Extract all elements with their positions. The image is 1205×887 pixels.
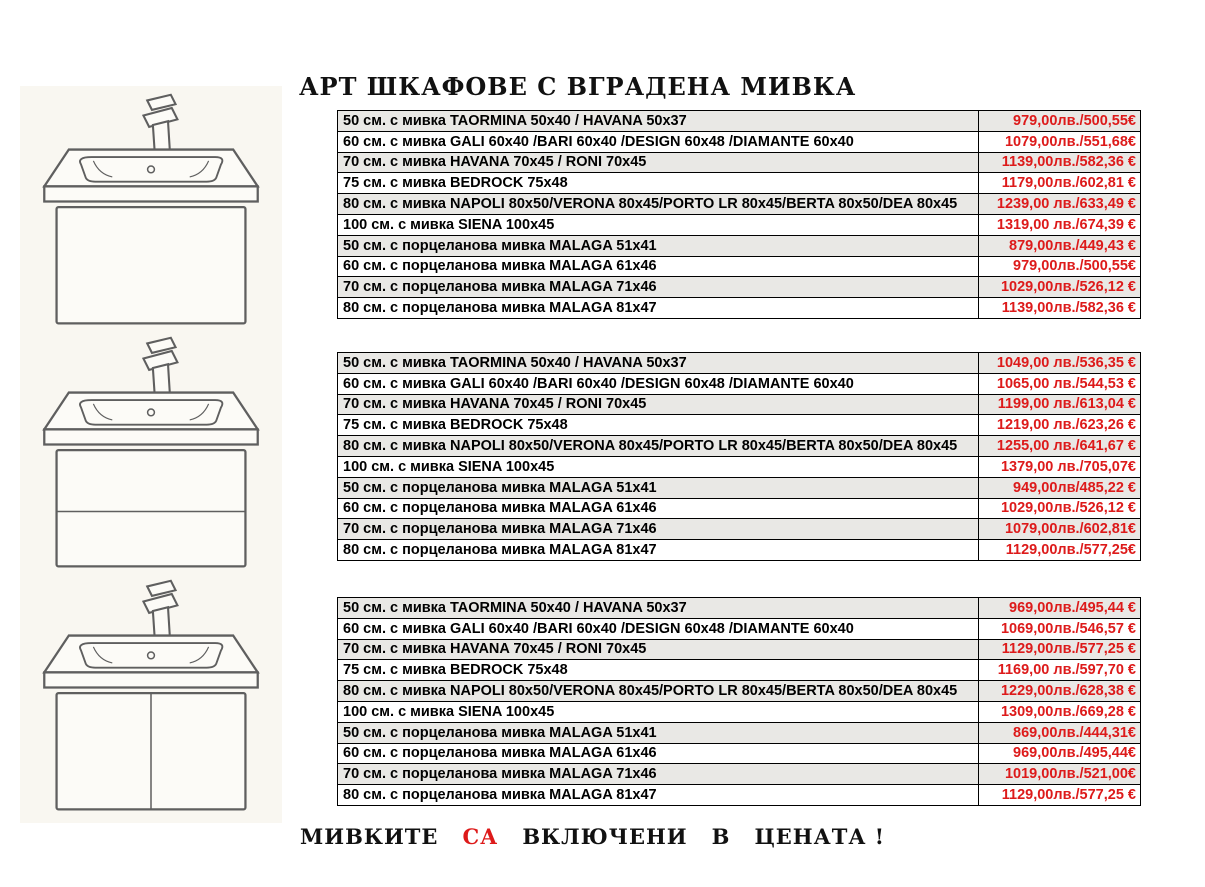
- footer-word: СА: [462, 824, 499, 849]
- table-row: [338, 743, 1141, 764]
- product-label: 75 см. с мивка BEDROCK 75x48: [338, 660, 979, 681]
- table-row: [338, 639, 1141, 660]
- product-image-panel: [20, 86, 282, 823]
- price-value: 1255,00 лв./641,67 €: [979, 436, 1141, 457]
- product-label: 70 см. с мивка HAVANA 70x45 / RONI 70x45: [338, 639, 979, 660]
- price-value: 1079,00лв./602,81€: [979, 519, 1141, 540]
- product-label: 70 см. с мивка HAVANA 70x45 / RONI 70x45: [338, 152, 979, 173]
- product-label: 100 см. с мивка SIENA 100x45: [338, 701, 979, 722]
- price-value: 1229,00лв./628,38 €: [979, 681, 1141, 702]
- product-label: 100 см. с мивка SIENA 100x45: [338, 456, 979, 477]
- table-row: [338, 173, 1141, 194]
- table-row: [338, 256, 1141, 277]
- vanity-sink-two-doors-drawing: [25, 577, 277, 815]
- table-row: [338, 194, 1141, 215]
- price-value: 1129,00лв./577,25 €: [979, 639, 1141, 660]
- table-row: [338, 353, 1141, 374]
- price-value: 1139,00лв./582,36 €: [979, 152, 1141, 173]
- price-value: 869,00лв./444,31€: [979, 722, 1141, 743]
- product-label: 70 см. с порцеланова мивка MALAGA 71x46: [338, 277, 979, 298]
- price-value: 979,00лв./500,55€: [979, 111, 1141, 132]
- footer-word: ВКЛЮЧЕНИ: [522, 824, 688, 849]
- product-label: 80 см. с порцеланова мивка MALAGA 81x47: [338, 785, 979, 806]
- price-table-2: [337, 352, 1141, 561]
- price-value: 1079,00лв./551,68€: [979, 131, 1141, 152]
- product-label: 60 см. с мивка GALI 60x40 /BARI 60x40 /DESIGN 60x48 /DIAMANTE 60x40: [338, 618, 979, 639]
- product-label: 50 см. с мивка TAORMINA 50x40 / HAVANA 50x37: [338, 111, 979, 132]
- price-value: 1309,00лв./669,28 €: [979, 701, 1141, 722]
- table-row: [338, 214, 1141, 235]
- price-value: 1179,00лв./602,81 €: [979, 173, 1141, 194]
- product-label: 50 см. с порцеланова мивка MALAGA 51x41: [338, 235, 979, 256]
- table-row: [338, 277, 1141, 298]
- table-row: [338, 722, 1141, 743]
- product-label: 100 см. с мивка SIENA 100x45: [338, 214, 979, 235]
- product-label: 70 см. с порцеланова мивка MALAGA 71x46: [338, 519, 979, 540]
- vanity-sink-single-front-drawing: [25, 91, 277, 329]
- table-row: [338, 394, 1141, 415]
- table-row: [338, 111, 1141, 132]
- price-value: 1139,00лв./582,36 €: [979, 298, 1141, 319]
- product-label: 80 см. с порцеланова мивка MALAGA 81x47: [338, 540, 979, 561]
- price-value: 1019,00лв./521,00€: [979, 764, 1141, 785]
- price-table-3: [337, 597, 1141, 806]
- product-label: 50 см. с мивка TAORMINA 50x40 / HAVANA 50x37: [338, 598, 979, 619]
- table-row: [338, 701, 1141, 722]
- table-row: [338, 540, 1141, 561]
- table-row: [338, 681, 1141, 702]
- product-label: 50 см. с мивка TAORMINA 50x40 / HAVANA 50x37: [338, 353, 979, 374]
- product-label: 60 см. с порцеланова мивка MALAGA 61x46: [338, 256, 979, 277]
- product-label: 50 см. с порцеланова мивка MALAGA 51x41: [338, 722, 979, 743]
- table-row: [338, 764, 1141, 785]
- table-row: [338, 436, 1141, 457]
- footer-note: [300, 824, 885, 849]
- price-value: 1129,00лв./577,25 €: [979, 785, 1141, 806]
- product-label: 80 см. с мивка NAPOLI 80x50/VERONA 80x45/PORTO LR 80x45/BERTA 80x50/DEA 80x45: [338, 681, 979, 702]
- table-row: [338, 298, 1141, 319]
- product-label: 50 см. с порцеланова мивка MALAGA 51x41: [338, 477, 979, 498]
- price-value: 879,00лв./449,43 €: [979, 235, 1141, 256]
- product-label: 75 см. с мивка BEDROCK 75x48: [338, 173, 979, 194]
- price-value: 1239,00 лв./633,49 €: [979, 194, 1141, 215]
- table-row: [338, 415, 1141, 436]
- product-label: 80 см. с мивка NAPOLI 80x50/VERONA 80x45/PORTO LR 80x45/BERTA 80x50/DEA 80x45: [338, 194, 979, 215]
- table-row: [338, 519, 1141, 540]
- table-row: [338, 477, 1141, 498]
- vanity-sink-two-drawers-drawing: [25, 334, 277, 572]
- price-value: 1029,00лв./526,12 €: [979, 498, 1141, 519]
- price-value: 1065,00 лв./544,53 €: [979, 373, 1141, 394]
- price-value: 1049,00 лв./536,35 €: [979, 353, 1141, 374]
- page-title: АРТ ШКАФОВЕ С ВГРАДЕНА МИВКА: [299, 72, 857, 101]
- footer-word: В: [711, 824, 731, 849]
- product-label: 60 см. с порцеланова мивка MALAGA 61x46: [338, 743, 979, 764]
- table-row: [338, 498, 1141, 519]
- product-label: 80 см. с мивка NAPOLI 80x50/VERONA 80x45/PORTO LR 80x45/BERTA 80x50/DEA 80x45: [338, 436, 979, 457]
- price-value: 1219,00 лв./623,26 €: [979, 415, 1141, 436]
- price-value: 1199,00 лв./613,04 €: [979, 394, 1141, 415]
- table-row: [338, 785, 1141, 806]
- product-label: 70 см. с мивка HAVANA 70x45 / RONI 70x45: [338, 394, 979, 415]
- price-value: 969,00лв./495,44€: [979, 743, 1141, 764]
- price-value: 969,00лв./495,44 €: [979, 598, 1141, 619]
- table-row: [338, 131, 1141, 152]
- product-label: 70 см. с порцеланова мивка MALAGA 71x46: [338, 764, 979, 785]
- price-value: 949,00лв/485,22 €: [979, 477, 1141, 498]
- price-value: 1319,00 лв./674,39 €: [979, 214, 1141, 235]
- price-value: 979,00лв./500,55€: [979, 256, 1141, 277]
- product-label: 75 см. с мивка BEDROCK 75x48: [338, 415, 979, 436]
- price-table-1: [337, 110, 1141, 319]
- table-row: [338, 152, 1141, 173]
- price-value: 1379,00 лв./705,07€: [979, 456, 1141, 477]
- footer-word: МИВКИТЕ: [300, 824, 439, 849]
- footer-word: ЦЕНАТА !: [754, 824, 885, 849]
- table-row: [338, 660, 1141, 681]
- price-value: 1169,00 лв./597,70 €: [979, 660, 1141, 681]
- table-row: [338, 235, 1141, 256]
- table-row: [338, 373, 1141, 394]
- price-value: 1069,00лв./546,57 €: [979, 618, 1141, 639]
- product-label: 60 см. с мивка GALI 60x40 /BARI 60x40 /DESIGN 60x48 /DIAMANTE 60x40: [338, 373, 979, 394]
- table-row: [338, 618, 1141, 639]
- table-row: [338, 598, 1141, 619]
- table-row: [338, 456, 1141, 477]
- price-value: 1129,00лв./577,25€: [979, 540, 1141, 561]
- product-label: 60 см. с мивка GALI 60x40 /BARI 60x40 /DESIGN 60x48 /DIAMANTE 60x40: [338, 131, 979, 152]
- price-value: 1029,00лв./526,12 €: [979, 277, 1141, 298]
- product-label: 80 см. с порцеланова мивка MALAGA 81x47: [338, 298, 979, 319]
- product-label: 60 см. с порцеланова мивка MALAGA 61x46: [338, 498, 979, 519]
